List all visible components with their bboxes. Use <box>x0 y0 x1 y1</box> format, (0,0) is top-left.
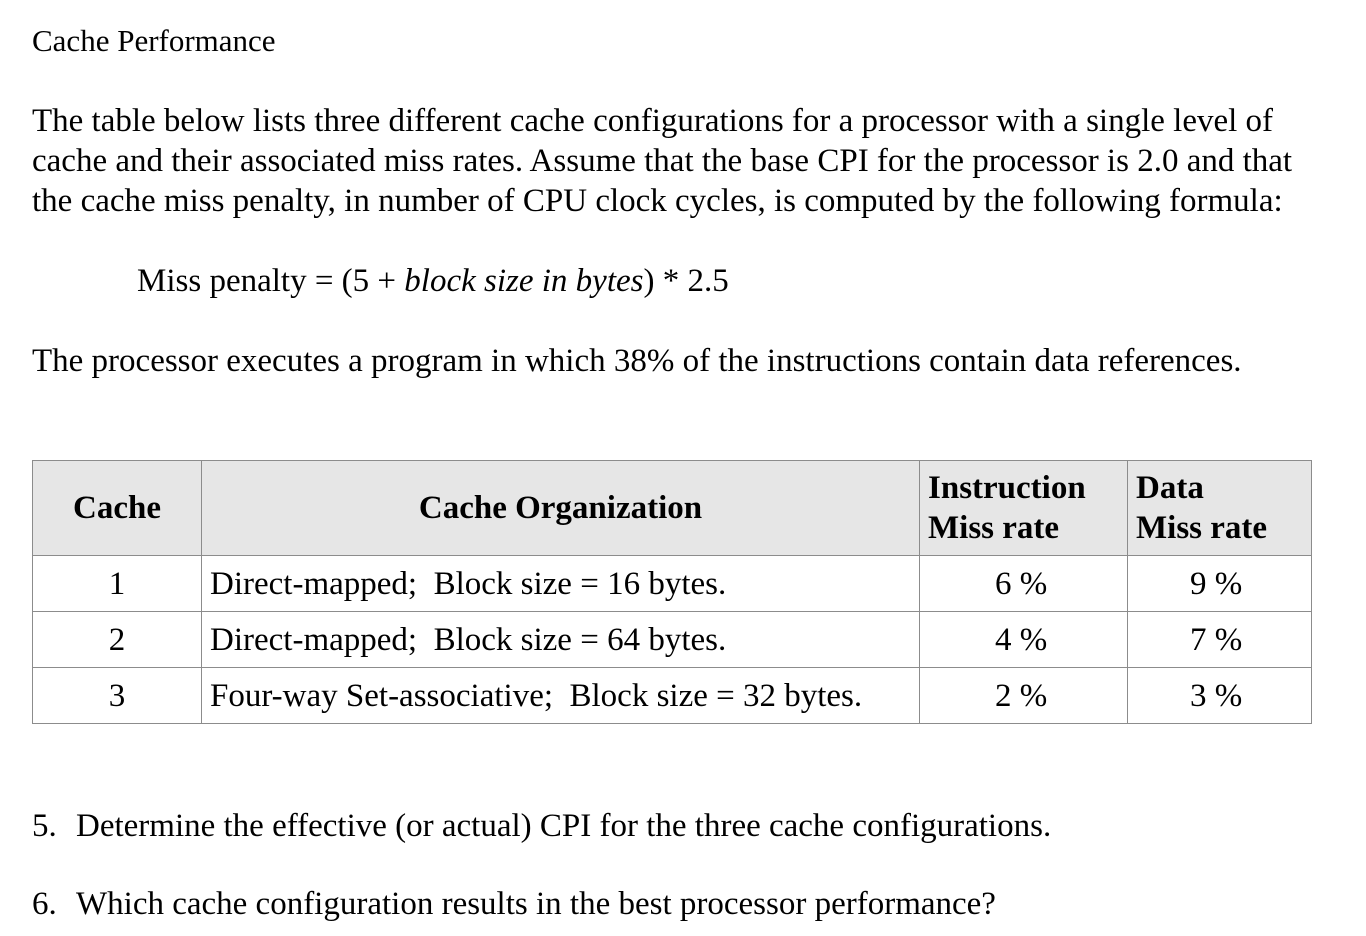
cell-data-miss: 9 % <box>1128 556 1312 612</box>
cell-organization: Direct-mapped; Block size = 64 bytes. <box>202 612 920 668</box>
program-description: The processor executes a program in which 38% of the instructions contain data references. <box>32 343 1242 379</box>
cell-data-miss: 3 % <box>1128 668 1312 724</box>
table-row <box>33 668 1312 724</box>
intro-line-1: The table below lists three different cache configurations for a processor with a single level of <box>32 103 1274 139</box>
page-title: Cache Performance <box>32 23 276 58</box>
header-instr-line1: Instruction <box>928 470 1086 506</box>
header-data-line2: Miss rate <box>1136 510 1268 546</box>
question-5 <box>32 806 1051 846</box>
table-header-row <box>33 461 1312 556</box>
table-row <box>33 612 1312 668</box>
intro-paragraph <box>32 101 1362 221</box>
header-data-line1: Data <box>1136 470 1204 506</box>
intro-line-3: the cache miss penalty, in number of CPU clock cycles, is computed by the following formula: <box>32 183 1283 219</box>
cell-instruction-miss: 2 % <box>920 668 1128 724</box>
header-organization: Cache Organization <box>202 461 920 556</box>
formula-italic: block size in bytes <box>404 263 644 299</box>
question-text: Which cache configuration results in the best processor performance? <box>76 886 996 922</box>
question-text: Determine the effective (or actual) CPI for the three cache configurations. <box>76 808 1052 844</box>
header-cache: Cache <box>33 461 202 556</box>
question-number: 5. <box>32 808 57 844</box>
formula-tail: ) * 2.5 <box>643 263 729 299</box>
header-data-miss-rate <box>1128 461 1312 556</box>
cell-organization: Direct-mapped; Block size = 16 bytes. <box>202 556 920 612</box>
cell-data-miss: 7 % <box>1128 612 1312 668</box>
miss-penalty-formula <box>137 261 729 301</box>
formula-lead: Miss penalty = (5 + <box>137 263 405 299</box>
cache-config-table <box>32 460 1312 724</box>
cell-cache: 3 <box>33 668 202 724</box>
cell-instruction-miss: 6 % <box>920 556 1128 612</box>
question-6 <box>32 884 996 924</box>
question-number: 6. <box>32 886 57 922</box>
intro-line-2: cache and their associated miss rates. Assume that the base CPI for the processor is 2.0 and that <box>32 143 1293 179</box>
cell-organization: Four-way Set-associative; Block size = 32 bytes. <box>202 668 920 724</box>
cell-cache: 2 <box>33 612 202 668</box>
header-instr-line2: Miss rate <box>928 510 1060 546</box>
table-row <box>33 556 1312 612</box>
cell-instruction-miss: 4 % <box>920 612 1128 668</box>
cell-cache: 1 <box>33 556 202 612</box>
header-instruction-miss-rate <box>920 461 1128 556</box>
